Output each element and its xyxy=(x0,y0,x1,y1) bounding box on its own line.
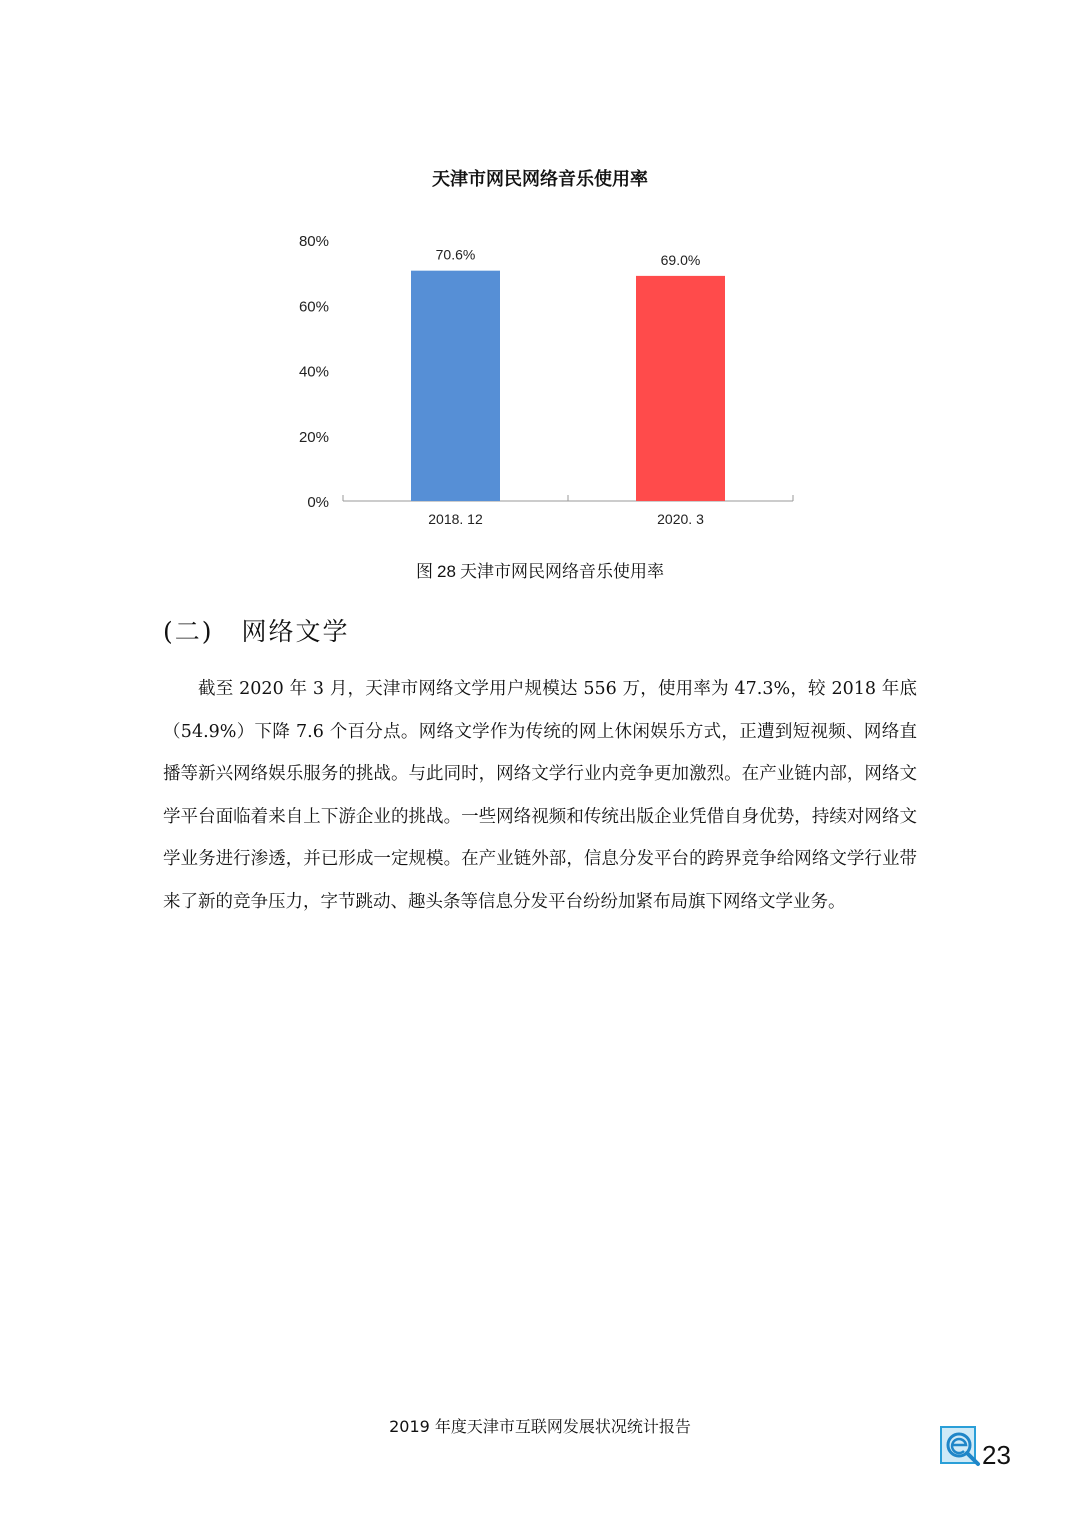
y-tick-label: 20% xyxy=(298,428,329,446)
bar-value-label: 69.0% xyxy=(660,251,701,268)
section-heading xyxy=(163,612,350,648)
bar-0 xyxy=(411,271,500,501)
section-number: (二) xyxy=(163,617,214,646)
chart-title: 天津市网民网络音乐使用率 xyxy=(432,169,648,190)
figure-caption xyxy=(0,557,1080,582)
y-tick-label: 40% xyxy=(298,363,329,381)
body-paragraph: 截至 2020 年 3 月，天津市网络文学用户规模达 556 万，使用率为 47.3%，较 2018 年底（54.9%）下降 7.6 个百分点。网络文学作为传统的网上休闲娱乐方式，正遭到短视频、网络直播等新兴网络娱乐服务的挑战。与此同时，网络文学行业内竞争更加激烈。在产业链内部，网络文学平台面临着来自上下游企业的挑战。一些网络视频和传统出版企业凭借自身优势，持续对网络文学业务进行渗透，并已形成一定规模。在产业链外部，信息分发平台的跨界竞争给网络文学行业带来了新的竞争压力，字节跳动、趣头条等信息分发平台纷纷加紧布局旗下网络文学业务。 xyxy=(163,679,917,912)
y-tick-label: 0% xyxy=(307,494,329,511)
caption-prefix: 图 xyxy=(416,562,434,582)
y-tick-label: 80% xyxy=(298,233,329,250)
footer-report-title: 2019 年度天津市互联网发展状况统计报告 xyxy=(389,1417,691,1436)
x-category-label: 2020. 3 xyxy=(657,511,704,527)
bars-group xyxy=(411,247,725,527)
magnifier-e-logo-icon xyxy=(940,1426,982,1468)
x-category-label: 2018. 12 xyxy=(428,511,483,527)
page-number: 23 xyxy=(982,1440,1011,1470)
bar-1 xyxy=(636,276,725,501)
section-title: 网络文学 xyxy=(241,617,350,646)
bar-value-label: 70.6% xyxy=(435,246,476,263)
caption-text: 天津市网民网络音乐使用率 xyxy=(459,562,664,582)
caption-number: 28 xyxy=(437,562,456,581)
bar-chart xyxy=(0,150,1080,550)
y-tick-label: 60% xyxy=(298,298,329,316)
y-axis-ticks xyxy=(299,233,329,511)
